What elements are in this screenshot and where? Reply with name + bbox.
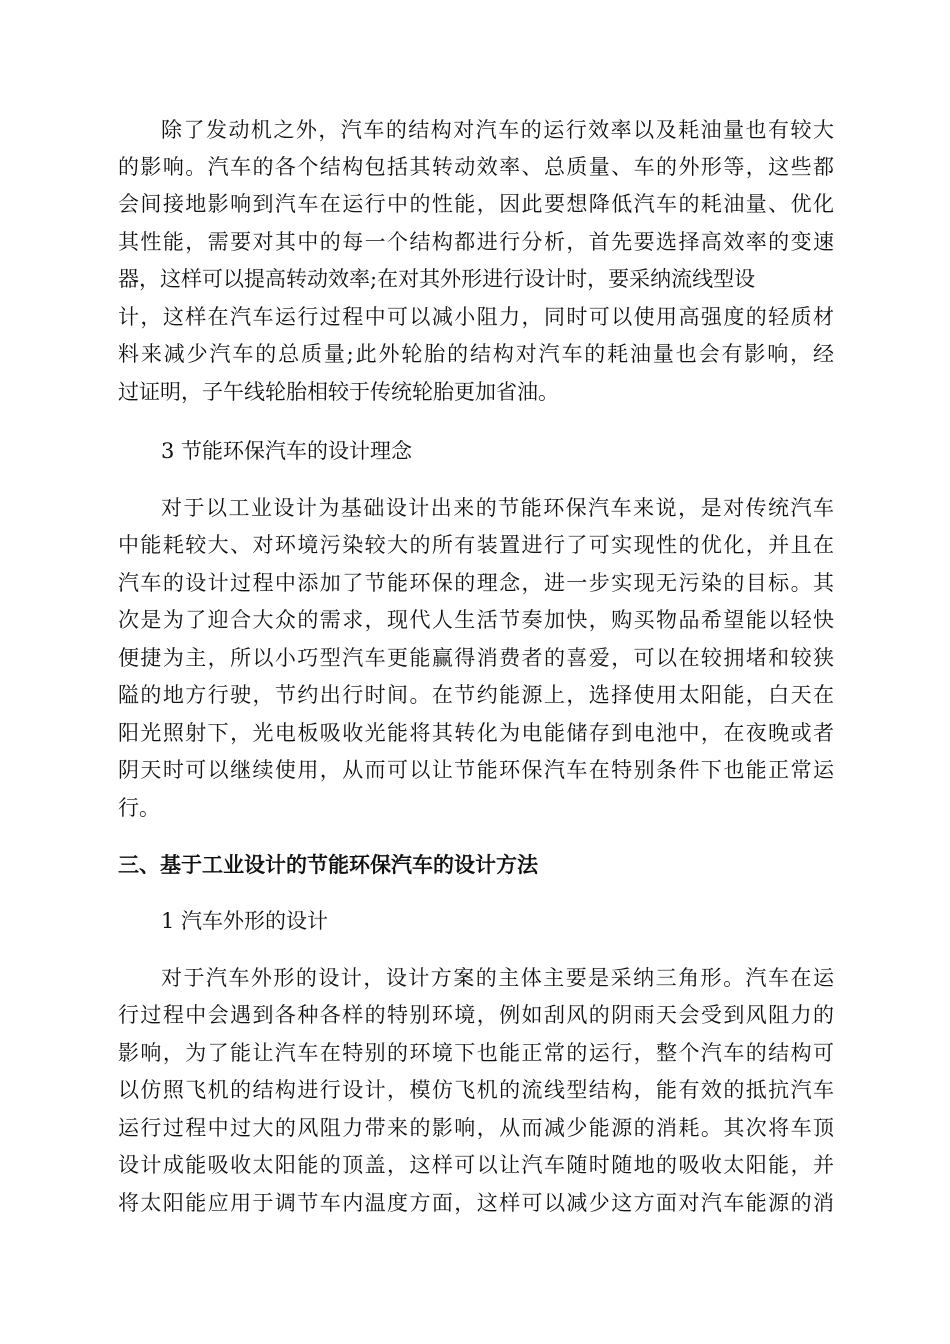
text-line: 行。 <box>118 796 160 820</box>
subheading-design-concept: 3 节能环保汽车的设计理念 <box>161 439 413 463</box>
text-line: 过证明，子午线轮胎相较于传统轮胎更加省油。 <box>118 380 559 404</box>
text-line: 运行过程中过大的风阻力带来的影响，从而减少能源的消耗。其次将车顶 <box>118 1116 834 1140</box>
text-line: 阳光照射下，光电板吸收光能将其转化为电能储存到电池中，在夜晚或者 <box>118 721 834 745</box>
text-line: 的影响。汽车的各个结构包括其转动效率、总质量、车的外形等，这些都 <box>118 155 834 179</box>
text-line: 隘的地方行驶，节约出行时间。在节约能源上，选择使用太阳能，白天在 <box>118 683 834 707</box>
text-line: 器，这样可以提高转动效率;在对其外形进行设计时，要采纳流线型设 <box>118 267 756 291</box>
text-line: 阴天时可以继续使用，从而可以让节能环保汽车在特别条件下也能正常运 <box>118 758 834 782</box>
subheading-exterior-design: 1 汽车外形的设计 <box>161 909 329 933</box>
text-line: 汽车的设计过程中添加了节能环保的理念，进一步实现无污染的目标。其 <box>118 571 834 595</box>
text-line: 中能耗较大、对环境污染较大的所有装置进行了可实现性的优化，并且在 <box>118 533 834 557</box>
text-line: 次是为了迎合大众的需求，现代人生活节奏加快，购买物品希望能以轻快 <box>118 608 834 632</box>
text-line: 以仿照飞机的结构进行设计，模仿飞机的流线型结构，能有效的抵抗汽车 <box>118 1078 834 1102</box>
text-line: 影响，为了能让汽车在特别的环境下也能正常的运行，整个汽车的结构可 <box>118 1041 834 1065</box>
text-line: 便捷为主，所以小巧型汽车更能赢得消费者的喜爱，可以在较拥堵和较狭 <box>118 646 834 670</box>
text-line: 行过程中会遇到各种各样的特别环境，例如刮风的阴雨天会受到风阻力的 <box>118 1003 834 1027</box>
text-line: 计，这样在汽车运行过程中可以减小阻力，同时可以使用高强度的轻质材 <box>118 305 834 329</box>
text-line: 对于以工业设计为基础设计出来的节能环保汽车来说，是对传统汽车 <box>161 496 834 520</box>
text-line: 其性能，需要对其中的每一个结构都进行分析，首先要选择高效率的变速 <box>118 230 834 254</box>
text-line: 将太阳能应用于调节车内温度方面，这样可以减少这方面对汽车能源的消 <box>118 1191 834 1215</box>
text-line: 对于汽车外形的设计，设计方案的主体主要是采纳三角形。汽车在运 <box>161 966 834 990</box>
text-line: 除了发动机之外，汽车的结构对汽车的运行效率以及耗油量也有较大 <box>161 118 834 142</box>
section-heading-design-methods: 三、基于工业设计的节能环保汽车的设计方法 <box>118 853 538 877</box>
text-line: 料来减少汽车的总质量;此外轮胎的结构对汽车的耗油量也会有影响，经 <box>118 342 834 366</box>
text-line: 会间接地影响到汽车在运行中的性能，因此要想降低汽车的耗油量、优化 <box>118 192 834 216</box>
text-line: 设计成能吸收太阳能的顶盖，这样可以让汽车随时随地的吸收太阳能，并 <box>118 1153 834 1177</box>
